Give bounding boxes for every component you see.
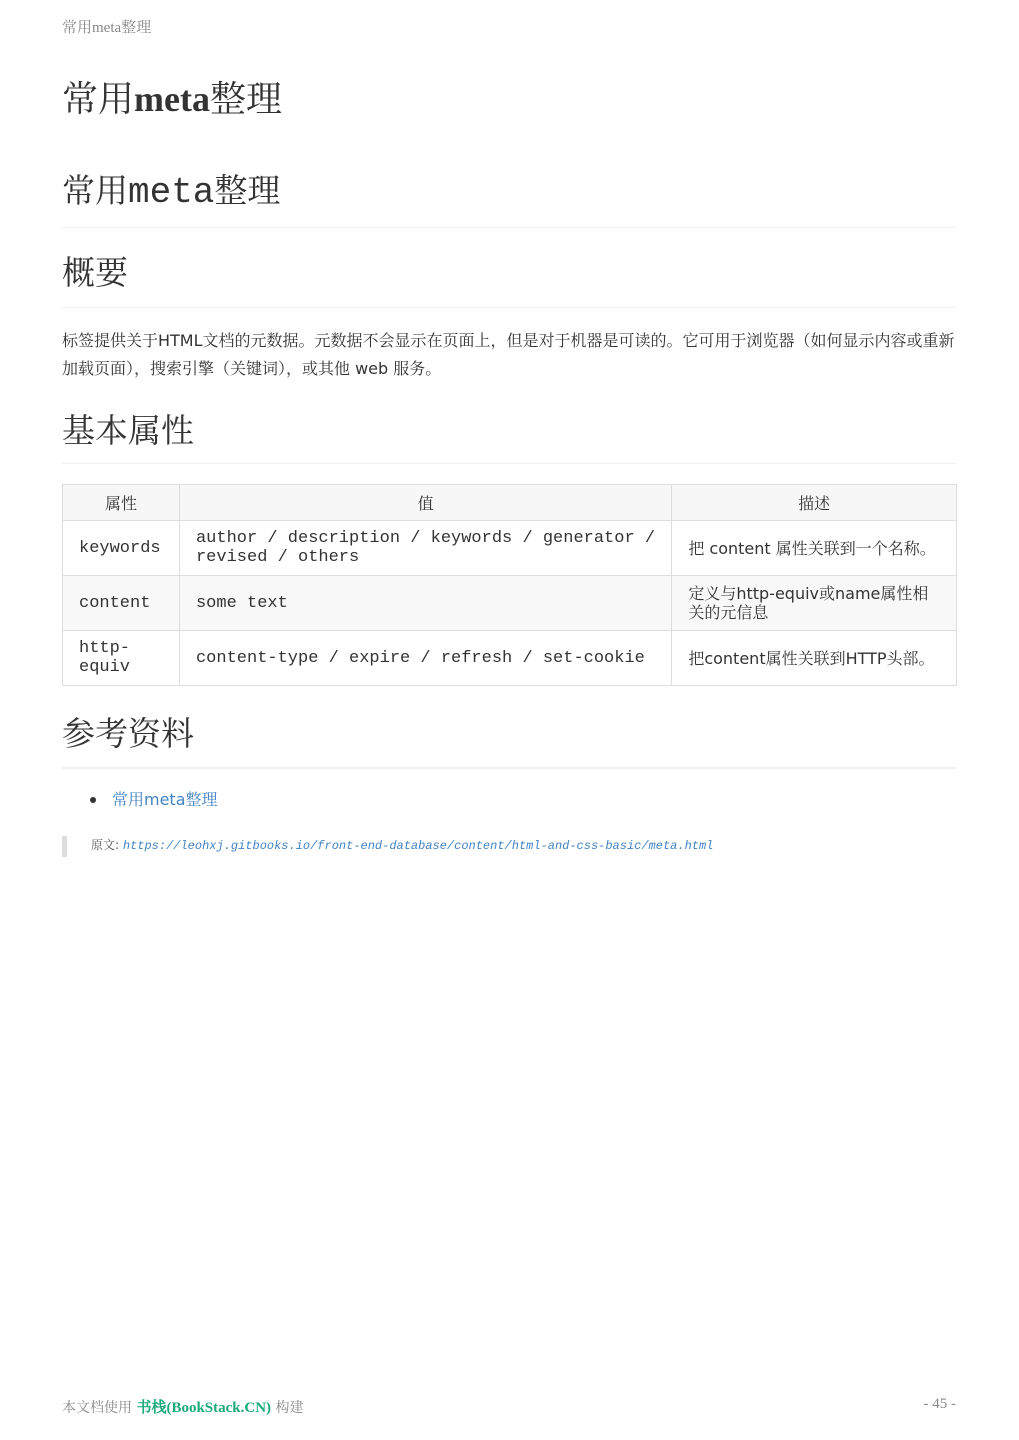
source-label: 原文: — [91, 838, 120, 852]
main-heading — [62, 170, 956, 228]
references-list — [90, 788, 218, 812]
cell-value: content-type / expire / refresh / set-cookie — [179, 631, 671, 686]
cell-attribute: content — [63, 576, 180, 631]
running-header: 常用meta整理 — [62, 20, 152, 36]
footer-suffix: 构建 — [275, 1400, 304, 1416]
list-item — [90, 788, 218, 812]
document-title-part1: 常用 — [62, 79, 135, 119]
references-heading: 参考资料 — [62, 713, 956, 769]
column-header-attribute: 属性 — [63, 485, 180, 521]
column-header-description: 描述 — [672, 485, 957, 521]
table-header-row — [63, 485, 957, 521]
table-row — [63, 521, 957, 576]
main-heading-mono: meta — [128, 172, 215, 213]
source-url-link[interactable]: https://leohxj.gitbooks.io/front-end-database/content/html-and-css-basic/meta.html — [122, 839, 714, 853]
cell-attribute: http-equiv — [63, 631, 180, 686]
footer-prefix: 本文档使用 — [62, 1400, 132, 1416]
document-title — [62, 76, 282, 122]
bookstack-link[interactable]: 书栈(BookStack.CN) — [136, 1400, 272, 1416]
table-row — [63, 631, 957, 686]
footer-credit — [62, 1396, 304, 1417]
cell-value: some text — [179, 576, 671, 631]
table-row — [63, 576, 957, 631]
overview-heading: 概要 — [62, 252, 956, 308]
source-blockquote — [62, 836, 713, 857]
reference-link[interactable]: 常用meta整理 — [112, 790, 218, 809]
cell-description: 定义与http-equiv或name属性相关的元信息 — [672, 576, 957, 631]
document-title-part2: 整理 — [209, 79, 282, 119]
cell-description: 把 content 属性关联到一个名称。 — [672, 521, 957, 576]
page-number: - 45 - — [923, 1396, 956, 1412]
main-heading-part2: 整理 — [214, 171, 281, 210]
bullet-icon — [90, 797, 96, 803]
attributes-table — [62, 484, 957, 686]
cell-attribute: keywords — [63, 521, 180, 576]
basic-attributes-heading: 基本属性 — [62, 410, 956, 464]
cell-description: 把content属性关联到HTTP头部。 — [672, 631, 957, 686]
main-heading-part1: 常用 — [62, 171, 128, 210]
cell-value: author / description / keywords / generator / revised / others — [179, 521, 671, 576]
column-header-value: 值 — [179, 485, 671, 521]
document-title-bold: meta — [134, 79, 210, 119]
overview-paragraph: 标签提供关于HTML文档的元数据。元数据不会显示在页面上，但是对于机器是可读的。它可用于浏览器（如何显示内容或重新加载页面），搜索引擎（关键词），或其他 web 服务。 — [62, 331, 955, 378]
